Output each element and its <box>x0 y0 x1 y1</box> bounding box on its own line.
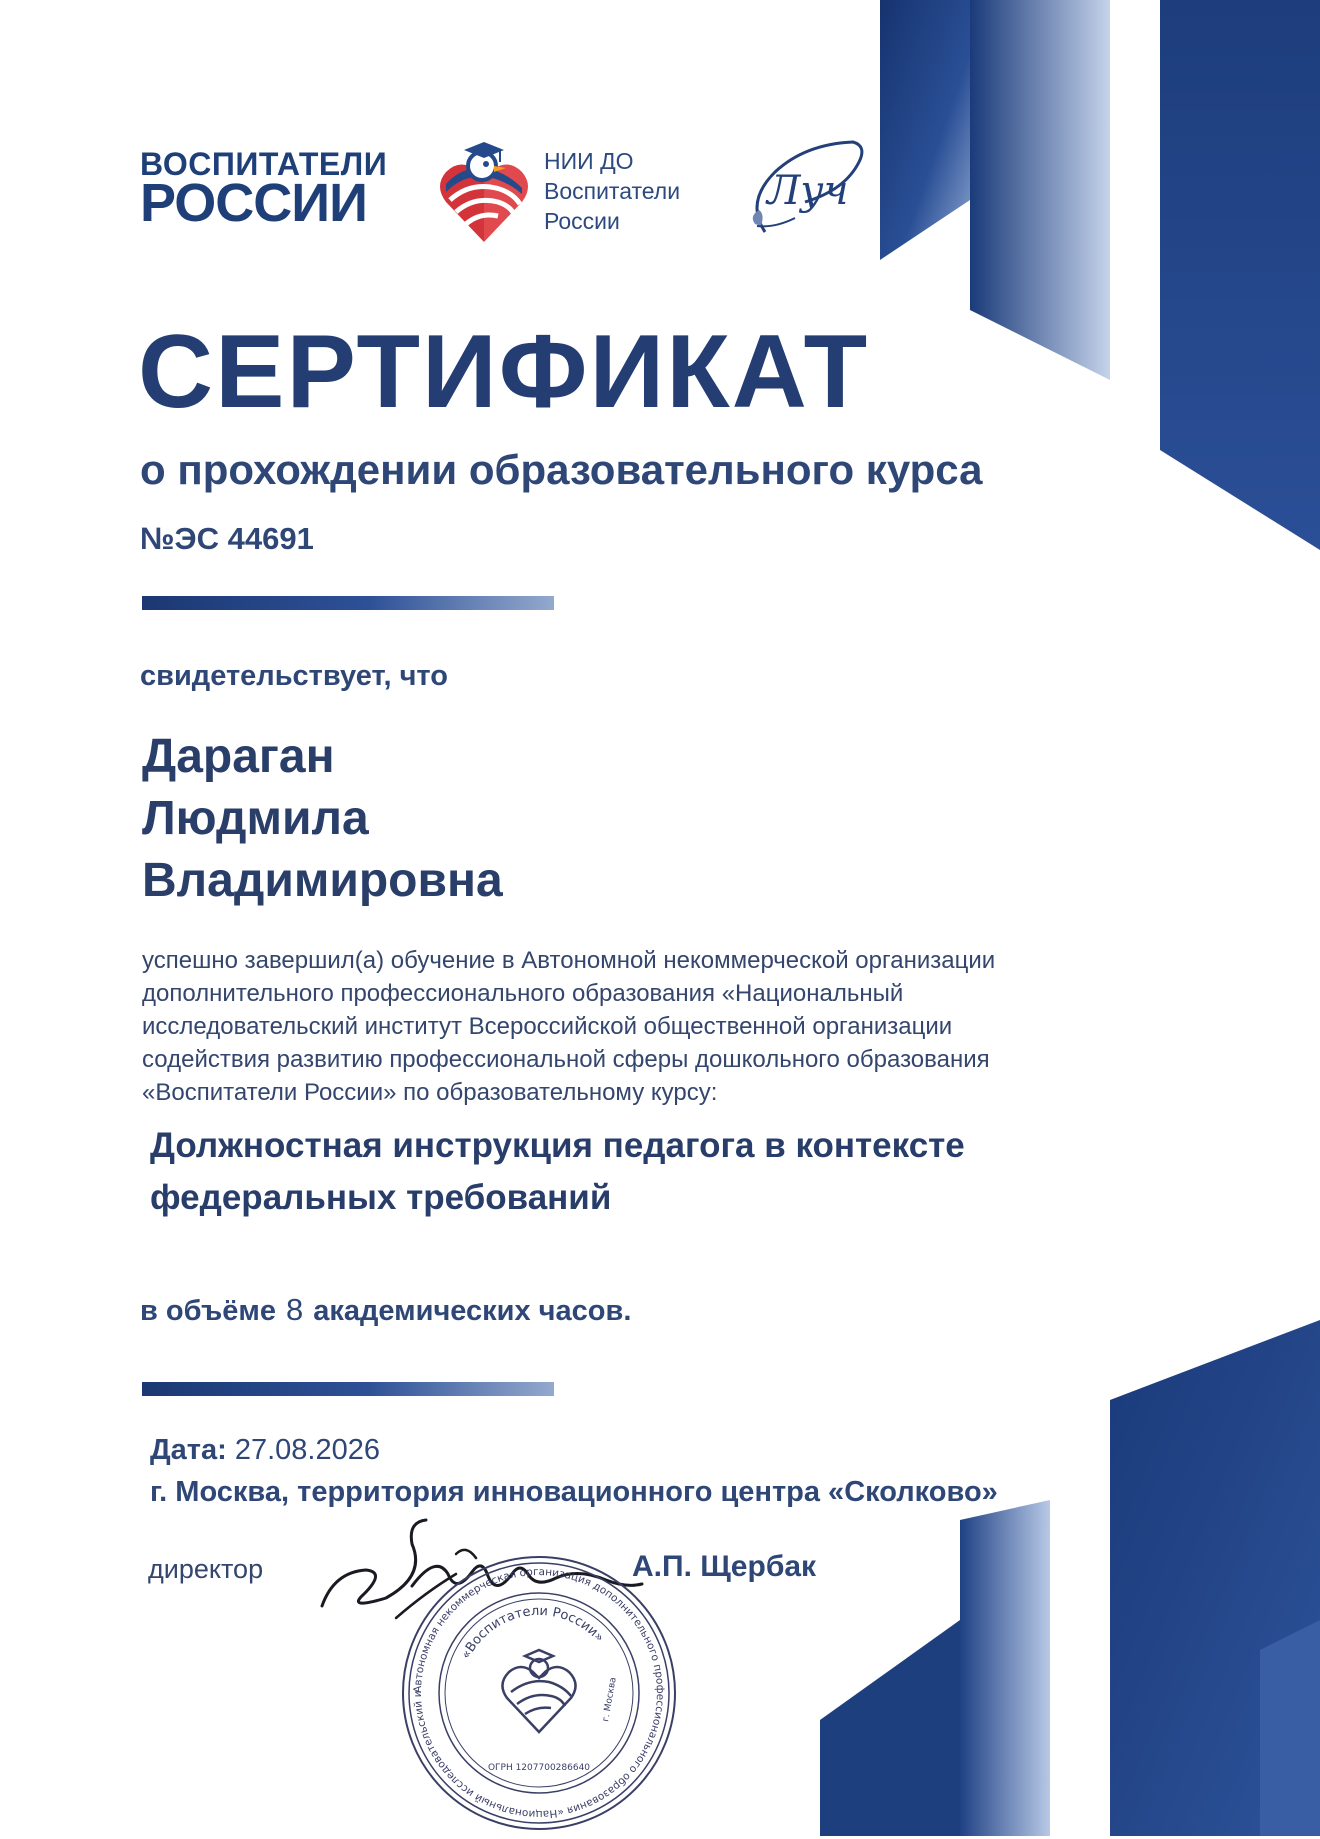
divider-bar-top <box>142 596 554 610</box>
certifies-text: свидетельствует, что <box>140 660 448 692</box>
hours-suffix: академических часов. <box>313 1295 632 1327</box>
body-line: дополнительного профессионального образования «Национальный <box>142 980 904 1007</box>
seal-outer-text: Автономная некоммерческая организация дополнительного профессионального образования «Национальный исследовательский и <box>411 1565 667 1821</box>
recipient-surname: Дараган <box>142 730 335 783</box>
body-line: исследовательский институт Всероссийской общественной организации <box>142 1013 953 1040</box>
course-title-line-2: федеральных требований <box>150 1178 612 1217</box>
date-value: 27.08.2026 <box>234 1434 380 1466</box>
logo-line-1: ВОСПИТАТЕЛИ <box>140 146 388 182</box>
body-line: успешно завершил(а) обучение в Автономной некоммерческой организации <box>142 947 996 974</box>
seal-inner-text: «Воспитатели России» <box>458 1603 607 1662</box>
nii-line-3: России <box>544 208 620 234</box>
recipient-patronymic: Владимировна <box>142 854 503 907</box>
body-line: содействия развитию профессиональной сферы дошкольного образования <box>142 1046 990 1073</box>
date-label: Дата: <box>150 1434 227 1466</box>
logo-line-2: РОССИИ <box>140 172 367 233</box>
course-title <box>150 1120 1100 1224</box>
certificate-number: №ЭС 44691 <box>140 521 314 556</box>
director-label: директор <box>148 1554 264 1584</box>
vospitateli-rossii-logo <box>140 146 388 233</box>
svg-text:Автономная некоммерческая орга <box>398 1552 666 1820</box>
signer-name: А.П. Щербак <box>632 1550 817 1583</box>
nii-do-logo <box>544 146 680 236</box>
course-hours <box>140 1292 631 1328</box>
seal-city: г. Москва <box>601 1676 619 1723</box>
organization-seal <box>398 1552 680 1834</box>
seal-ogrn: ОГРН 1207700286640 <box>487 1763 591 1773</box>
recipient-first-name: Людмила <box>142 792 369 845</box>
nii-line-2: Воспитатели <box>544 178 681 204</box>
issue-location: г. Москва, территория инновационного центра «Сколково» <box>150 1476 998 1508</box>
completion-description <box>142 944 1062 1109</box>
recipient-name <box>142 726 503 912</box>
nii-line-1: НИИ ДО <box>544 148 634 174</box>
body-line: «Воспитатели России» по образовательному курсу: <box>142 1079 718 1106</box>
luch-logo-text: Луч <box>767 168 849 214</box>
hours-value: 8 <box>285 1292 304 1327</box>
course-title-line-1: Должностная инструкция педагога в контексте <box>150 1126 965 1165</box>
bird-heart-icon <box>436 138 532 248</box>
divider-bar-bottom <box>142 1382 554 1396</box>
certificate-subtitle: о прохождении образовательного курса <box>140 446 983 493</box>
hours-prefix: в объёме <box>140 1295 276 1327</box>
luch-logo <box>735 132 870 244</box>
certificate-title: СЕРТИФИКАТ <box>138 314 870 430</box>
issue-date <box>150 1434 380 1467</box>
